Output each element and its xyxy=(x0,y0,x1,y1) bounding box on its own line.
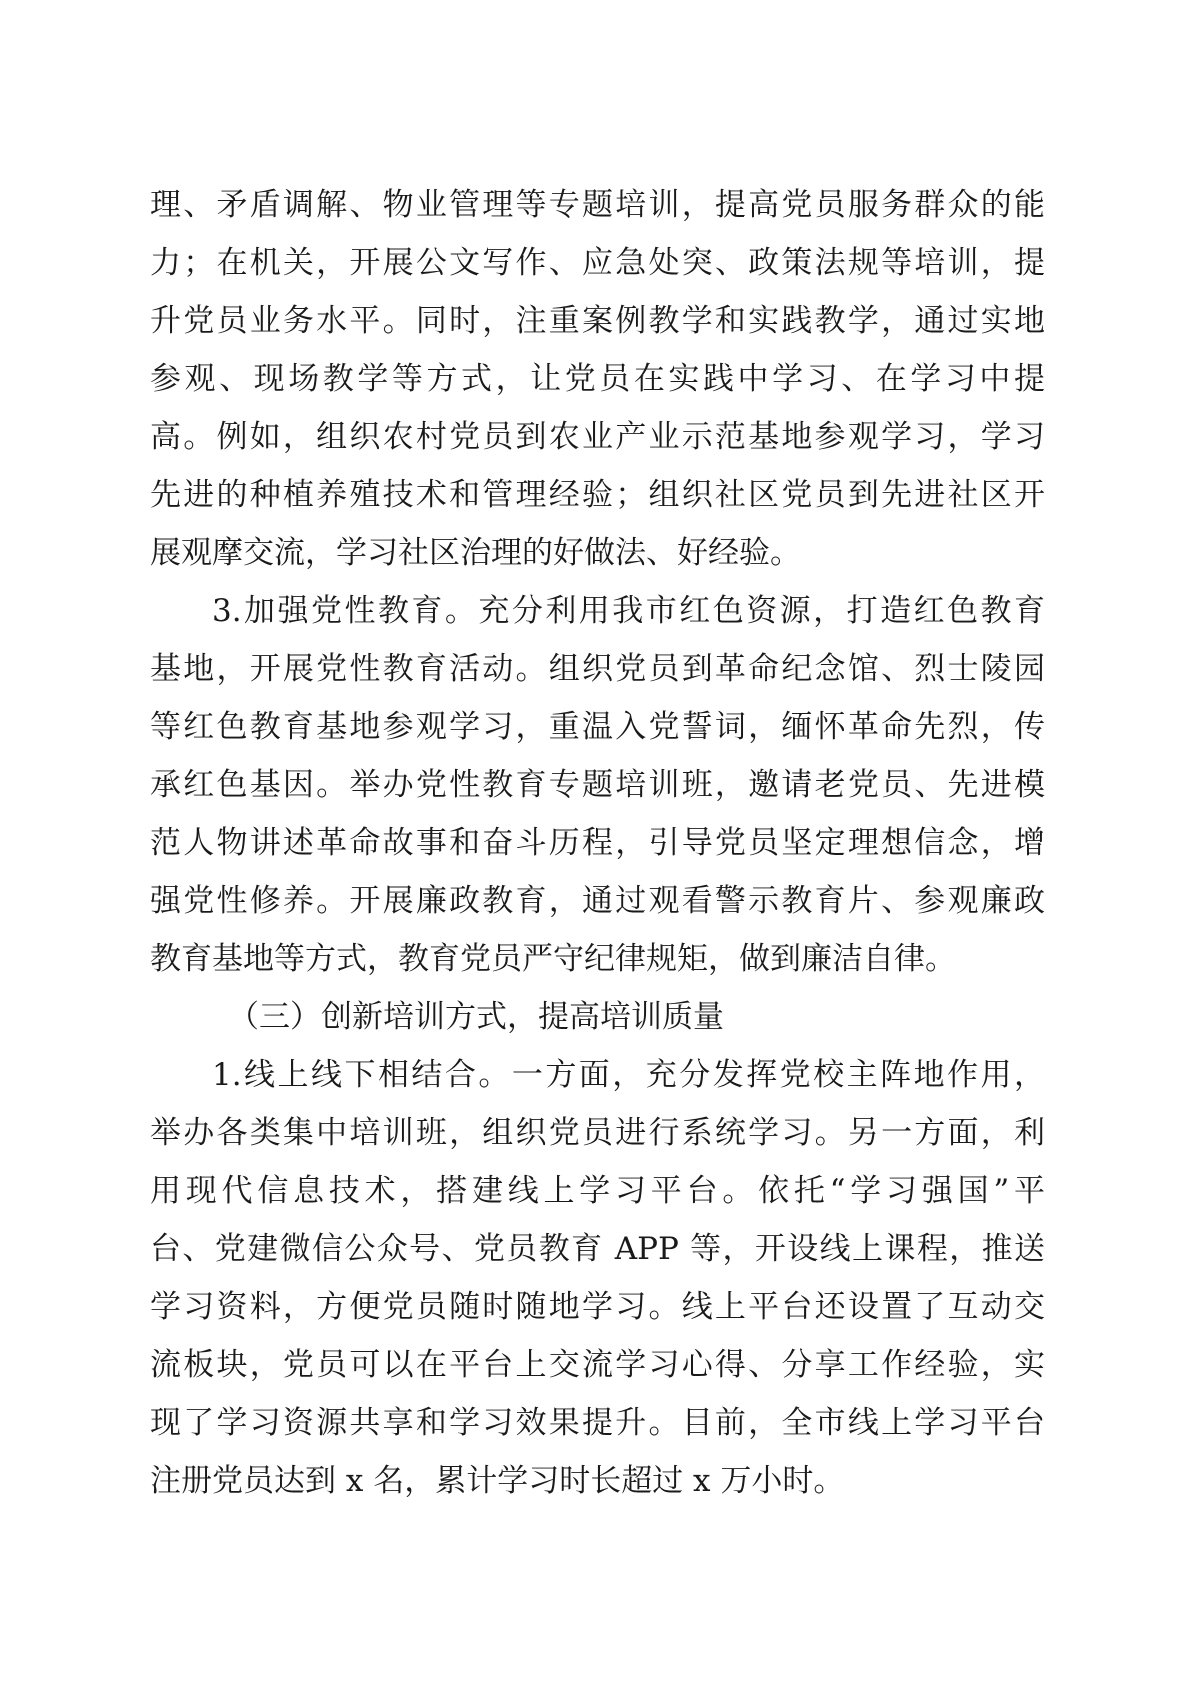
paragraph-line: 升党员业务水平。同时，注重案例教学和实践教学，通过实地 xyxy=(150,303,1045,339)
paragraph-line: 举办各类集中培训班，组织党员进行系统学习。另一方面，利 xyxy=(150,1115,1045,1151)
paragraph-line: 3.加强党性教育。充分利用我市红色资源，打造红色教育 xyxy=(212,593,1045,629)
paragraph-line: 注册党员达到 x 名，累计学习时长超过 x 万小时。 xyxy=(150,1463,845,1499)
paragraph-line: 承红色基因。举办党性教育专题培训班，邀请老党员、先进模 xyxy=(150,767,1045,803)
paragraph-line: 展观摩交流，学习社区治理的好做法、好经验。 xyxy=(150,535,801,571)
paragraph-line: 范人物讲述革命故事和奋斗历程，引导党员坚定理想信念，增 xyxy=(150,825,1045,861)
paragraph-line: 理、矛盾调解、物业管理等专题培训，提高党员服务群众的能 xyxy=(150,187,1045,223)
paragraph-line: 现了学习资源共享和学习效果提升。目前，全市线上学习平台 xyxy=(150,1405,1045,1441)
paragraph-line: 教育基地等方式，教育党员严守纪律规矩，做到廉洁自律。 xyxy=(150,941,956,977)
paragraph-line: 基地，开展党性教育活动。组织党员到革命纪念馆、烈士陵园 xyxy=(150,651,1045,687)
paragraph-line: 强党性修养。开展廉政教育，通过观看警示教育片、参观廉政 xyxy=(150,883,1045,919)
paragraph-line: 参观、现场教学等方式，让党员在实践中学习、在学习中提 xyxy=(150,361,1045,397)
paragraph-line: 1.线上线下相结合。一方面，充分发挥党校主阵地作用， xyxy=(212,1057,1045,1093)
paragraph-line: 先进的种植养殖技术和管理经验；组织社区党员到先进社区开 xyxy=(150,477,1045,513)
document-body xyxy=(150,176,1045,1510)
paragraph-line: 力；在机关，开展公文写作、应急处突、政策法规等培训，提 xyxy=(150,245,1045,281)
paragraph-line: 台、党建微信公众号、党员教育 APP 等，开设线上课程，推送 xyxy=(150,1231,1045,1267)
paragraph-line: 流板块，党员可以在平台上交流学习心得、分享工作经验，实 xyxy=(150,1347,1045,1383)
paragraph-line: 等红色教育基地参观学习，重温入党誓词，缅怀革命先烈，传 xyxy=(150,709,1045,745)
paragraph-line: 学习资料，方便党员随时随地学习。线上平台还设置了互动交 xyxy=(150,1289,1045,1325)
section-heading: （三）创新培训方式，提高培训质量 xyxy=(228,999,724,1035)
paragraph-line: 高。例如，组织农村党员到农业产业示范基地参观学习，学习 xyxy=(150,419,1045,455)
paragraph-line: 用现代信息技术，搭建线上学习平台。依托“学习强国”平 xyxy=(150,1173,1045,1209)
